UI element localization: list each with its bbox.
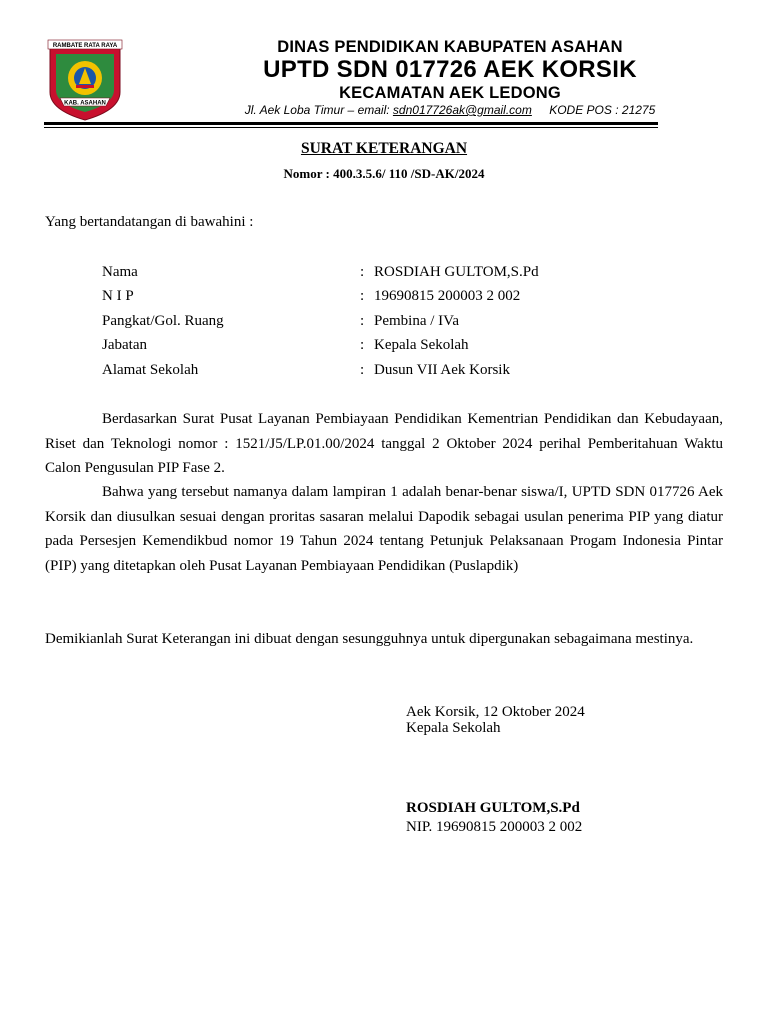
logo-motto-text: RAMBATE RATA RAYA (52, 43, 118, 49)
letter-number: Nomor : 400.3.5.6/ 110 /SD-AK/2024 (283, 166, 485, 181)
paragraph-statement: Bahwa yang tersebut namanya dalam lampiran 1 adalah benar-benar siswa/I, UPTD SDN 017726 Aek Korsik dan diusulkan sesuai dengan proritas sasaran melalui Dapodik sebagai usulan penerima PIP yang diatur pada Persesjen Kemendikbud nomor 19 Tahun 2024 tentang Petunjuk Pelaksanaan Progam Indonesia Pintar (PIP) yang ditetapkan oleh Pusat Layanan Pembiayaan Pendidikan (Puslapdik) (45, 484, 723, 574)
identity-colon: : (360, 337, 365, 353)
school-name: UPTD SDN 017726 AEK KORSIK (263, 56, 637, 83)
signatory-name: ROSDIAH GULTOM,S.Pd (406, 800, 580, 816)
identity-value: 19690815 200003 2 002 (374, 288, 521, 304)
signatory-nip: NIP. 19690815 200003 2 002 (406, 819, 583, 835)
identity-value: Pembina / IVa (374, 313, 459, 329)
identity-value: Kepala Sekolah (374, 337, 469, 353)
letterhead-rule-thin (44, 127, 658, 128)
identity-label: N I P (102, 288, 134, 304)
signature-place-date: Aek Korsik, 12 Oktober 2024 (406, 704, 585, 720)
district-name: KECAMATAN AEK LEDONG (339, 84, 561, 102)
identity-colon: : (360, 362, 365, 378)
opening-line: Yang bertandatangan di bawahini : (45, 214, 254, 230)
identity-colon: : (360, 288, 365, 304)
identity-label: Alamat Sekolah (102, 362, 199, 378)
signature-role: Kepala Sekolah (406, 720, 501, 736)
asahan-regency-logo (46, 38, 124, 122)
identity-label: Pangkat/Gol. Ruang (102, 313, 224, 329)
identity-label: Nama (102, 264, 138, 280)
identity-label: Jabatan (102, 337, 147, 353)
email-link[interactable]: sdn017726ak@gmail.com (392, 103, 532, 117)
identity-value: Dusun VII Aek Korsik (374, 362, 510, 378)
paragraph-basis: Berdasarkan Surat Pusat Layanan Pembiayaan Pendidikan Kementrian Pendidikan dan Kebudayaan, Riset dan Teknologi nomor : 1521/J5/LP.01.00/2024 tanggal 2 Oktober 2024 perihal Pemberitahuan Waktu Calon Pengusulan PIP Fase 2. (45, 411, 723, 476)
identity-colon: : (360, 264, 365, 280)
identity-value: ROSDIAH GULTOM,S.Pd (374, 264, 539, 280)
postcode-text: KODE POS : 21275 (549, 103, 656, 117)
school-address (140, 103, 760, 117)
letterhead-rule-thick (44, 122, 658, 125)
agency-name: DINAS PENDIDIKAN KABUPATEN ASAHAN (277, 38, 623, 56)
identity-colon: : (360, 313, 365, 329)
letter-title: SURAT KETERANGAN (300, 140, 468, 157)
logo-regency-text: KAB. ASAHAN (64, 100, 106, 107)
paragraph-closing: Demikianlah Surat Keterangan ini dibuat dengan sesungguhnya untuk dipergunakan sebagaimana mestinya. (45, 631, 694, 647)
address-text: Jl. Aek Loba Timur – email: (244, 103, 390, 117)
